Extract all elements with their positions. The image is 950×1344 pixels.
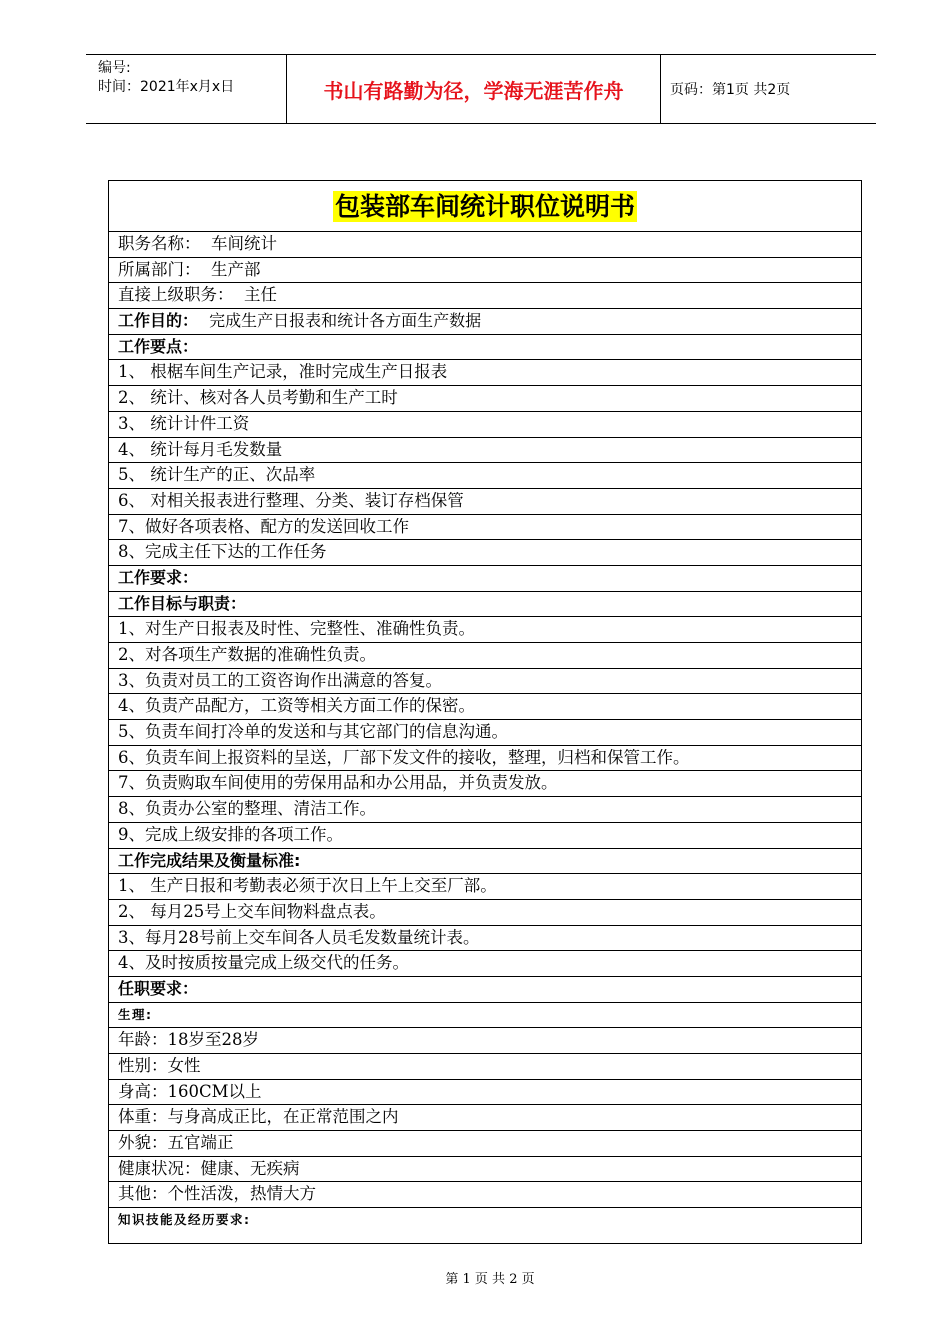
physical-item: 年龄：18岁至28岁 xyxy=(109,1028,861,1054)
page-footer: 第 1 页 共 2 页 xyxy=(445,1272,535,1287)
goal-item: 8、负责办公室的整理、清洁工作。 xyxy=(109,797,861,823)
goal-item: 4、负责产品配方，工资等相关方面工作的保密。 xyxy=(109,694,861,720)
header-motto: 书山有路勤为径，学海无涯苦作舟 xyxy=(323,79,624,103)
dept-value: 生产部 xyxy=(211,259,261,279)
page-header xyxy=(86,54,876,124)
purpose-row xyxy=(109,309,861,335)
results-heading: 工作完成结果及衡量标准: xyxy=(109,849,861,875)
key-point-item: 3、 统计计件工资 xyxy=(109,412,861,438)
position-row xyxy=(109,232,861,258)
key-point-item: 5、 统计生产的正、次品率 xyxy=(109,463,861,489)
job-description-table xyxy=(108,180,862,1244)
key-point-item: 4、 统计每月毛发数量 xyxy=(109,438,861,464)
qualification-heading: 任职要求： xyxy=(109,977,861,1003)
header-page-info: 页码：第1页 共2页 xyxy=(670,82,791,98)
requirements-heading: 工作要求： xyxy=(109,566,861,592)
key-point-item: 1、 根椐车间生产记录，准时完成生产日报表 xyxy=(109,360,861,386)
goal-item: 6、负责车间上报资料的呈送，厂部下发文件的接收，整理，归档和保管工作。 xyxy=(109,746,861,772)
goal-item: 7、负责购取车间使用的劳保用品和办公用品，并负责发放。 xyxy=(109,771,861,797)
position-value: 车间统计 xyxy=(211,234,277,253)
key-point-item: 8、完成主任下达的工作任务 xyxy=(109,540,861,566)
key-points-heading: 工作要点： xyxy=(109,335,861,361)
header-divider xyxy=(660,55,661,123)
skills-heading: 知识技能及经历要求: xyxy=(118,1212,251,1228)
purpose-label: 工作目的： xyxy=(118,311,199,331)
result-item: 4、及时按质按量完成上级交代的任务。 xyxy=(109,951,861,977)
result-item: 3、每月28号前上交车间各人员毛发数量统计表。 xyxy=(109,926,861,952)
document-title: 包装部车间统计职位说明书 xyxy=(334,191,635,221)
physical-item: 体重：与身高成正比，在正常范围之内 xyxy=(109,1105,861,1131)
goal-item: 9、完成上级安排的各项工作。 xyxy=(109,823,861,849)
title-row xyxy=(109,181,861,232)
dept-label: 所属部门： xyxy=(118,259,201,279)
key-point-item: 2、 统计、核对各人员考勤和生产工时 xyxy=(109,386,861,412)
physical-heading: 生理: xyxy=(109,1003,861,1029)
header-time: 时间：2021年x月x日 xyxy=(98,79,235,95)
goal-item: 2、对各项生产数据的准确性负责。 xyxy=(109,643,861,669)
superior-row xyxy=(109,283,861,309)
goal-item: 1、对生产日报表及时性、完整性、准确性负责。 xyxy=(109,617,861,643)
dept-row xyxy=(109,258,861,284)
header-meta xyxy=(98,59,234,97)
purpose-value: 完成生产日报表和统计各方面生产数据 xyxy=(209,311,482,331)
position-label: 职务名称： xyxy=(118,234,201,253)
superior-value: 主任 xyxy=(244,285,277,305)
result-item: 2、 每月25号上交车间物料盘点表。 xyxy=(109,900,861,926)
physical-item: 健康状况：健康、无疾病 xyxy=(109,1157,861,1183)
physical-item: 性别：女性 xyxy=(109,1054,861,1080)
superior-label: 直接上级职务： xyxy=(118,285,234,305)
key-point-item: 7、做好各项表格、配方的发送回收工作 xyxy=(109,515,861,541)
goal-item: 3、负责对员工的工资咨询作出满意的答复。 xyxy=(109,669,861,695)
goal-item: 5、负责车间打冷单的发送和与其它部门的信息沟通。 xyxy=(109,720,861,746)
physical-item: 外貌：五官端正 xyxy=(109,1131,861,1157)
physical-item: 身高：160CM以上 xyxy=(109,1080,861,1106)
key-point-item: 6、 对相关报表进行整理、分类、装订存档保管 xyxy=(109,489,861,515)
header-number: 编号: xyxy=(98,60,131,76)
result-item: 1、 生产日报和考勤表必须于次日上午上交至厂部。 xyxy=(109,874,861,900)
goals-heading: 工作目标与职责： xyxy=(109,592,861,618)
physical-item: 其他：个性活泼，热情大方 xyxy=(109,1182,861,1208)
